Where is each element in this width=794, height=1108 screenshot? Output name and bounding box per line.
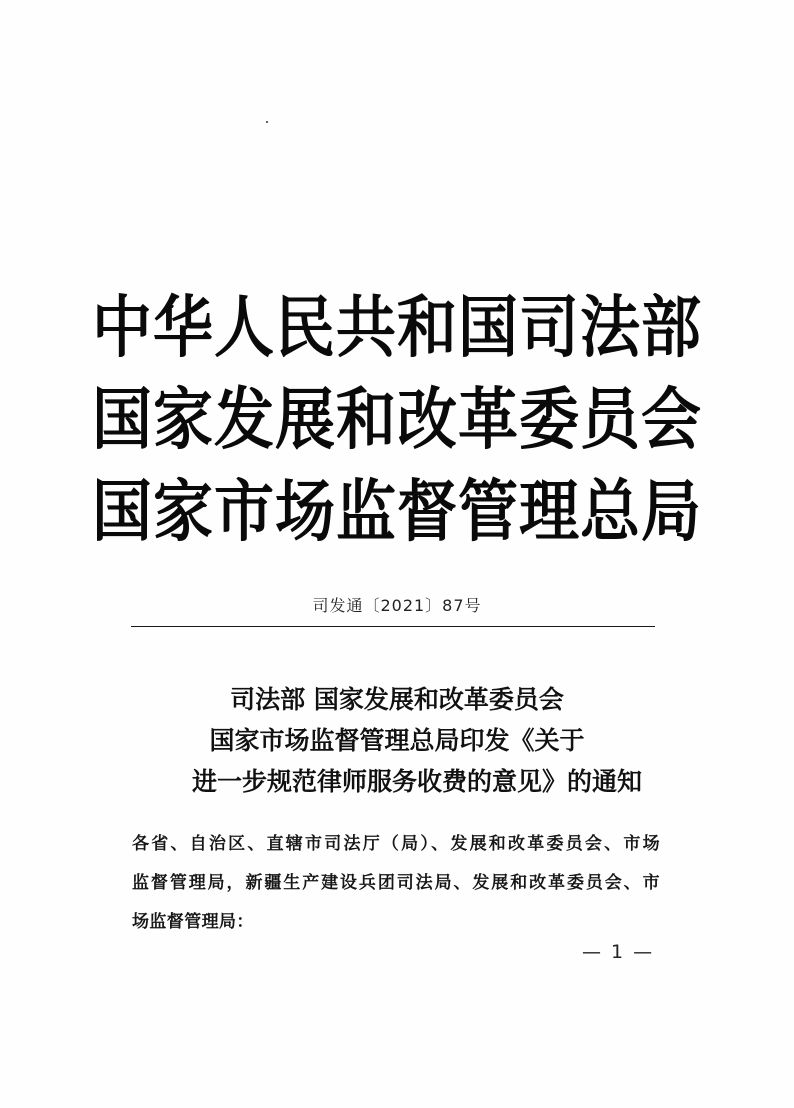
document-number: 司发通〔2021〕87号 bbox=[312, 596, 482, 615]
scan-speck bbox=[266, 121, 268, 123]
title-line-1: 司法部 国家发展和改革委员会 bbox=[230, 685, 564, 714]
title-line-3: 进一步规范律师服务收费的意见》的通知 bbox=[191, 767, 642, 796]
header-divider bbox=[131, 626, 655, 627]
issuing-agencies-header bbox=[0, 282, 794, 558]
document-title bbox=[0, 679, 794, 802]
salutation-line-1: 各省、自治区、直辖市司法厅（局）、发展和改革委员会、市场 bbox=[132, 834, 660, 854]
salutation-line-2: 监督管理局，新疆生产建设兵团司法局、发展和改革委员会、市 bbox=[132, 873, 660, 893]
issuer-justice-ministry: 中华人民共和国司法部 bbox=[92, 288, 702, 368]
issuer-ndrc: 国家发展和改革委员会 bbox=[92, 380, 702, 460]
title-line-2: 国家市场监督管理总局印发《关于 bbox=[209, 726, 585, 755]
page-number: — 1 — bbox=[582, 941, 655, 963]
salutation-addressees bbox=[132, 825, 660, 942]
salutation-line-3: 场监督管理局： bbox=[132, 912, 254, 932]
issuer-samr: 国家市场监督管理总局 bbox=[92, 472, 702, 552]
